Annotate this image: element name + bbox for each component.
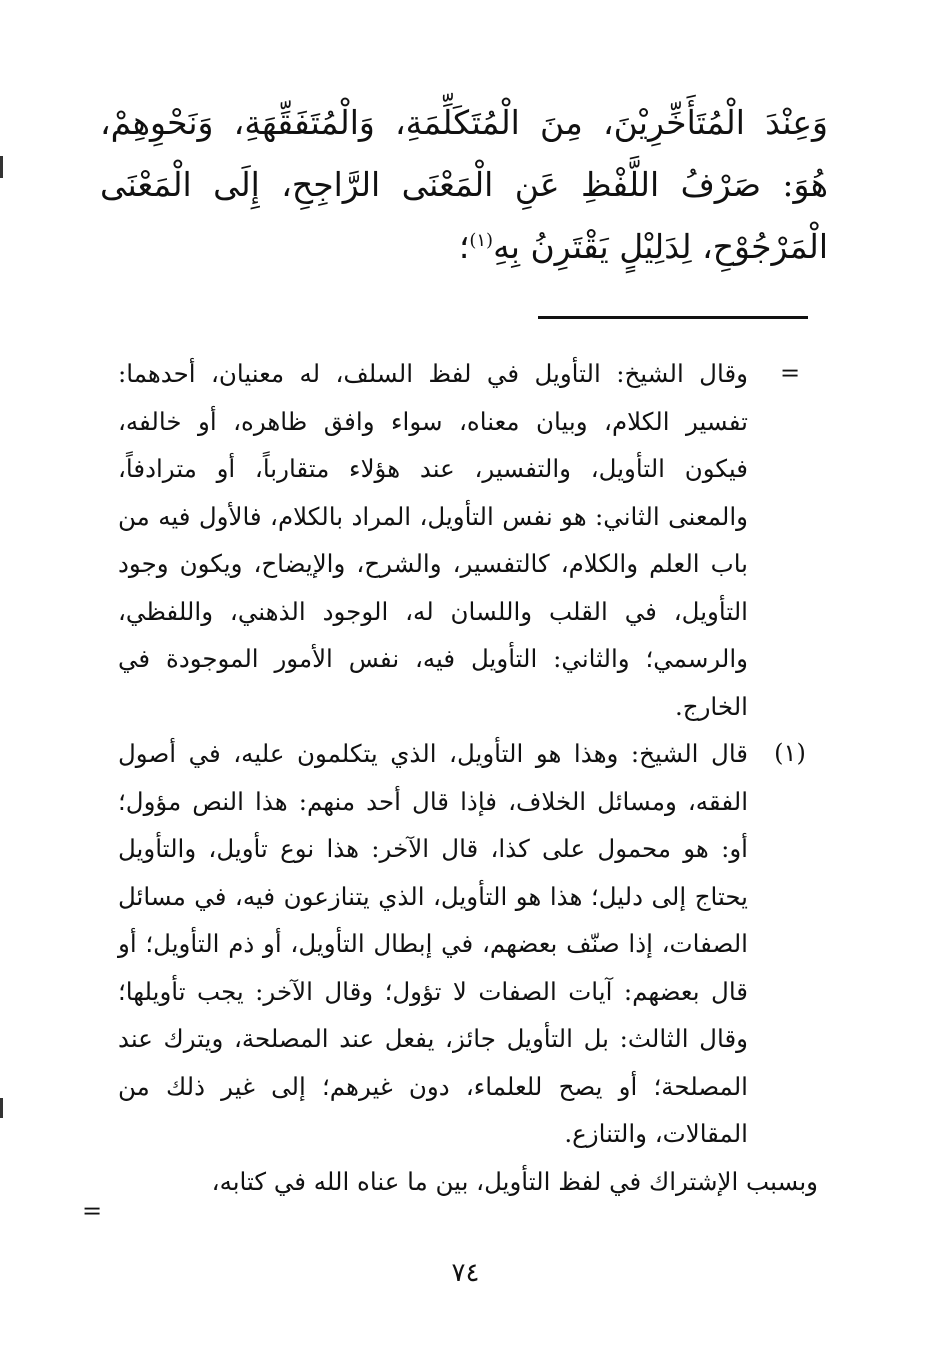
continuation-from-previous-marker: = [779, 359, 801, 387]
footnote-continuation-text: وقال الشيخ: التأويل في لفظ السلف، له معنيان، أحدهما: تفسير الكلام، وبيان معناه، سواء وافق ظاهره، أو خالفه، فيكون التأويل، والتفسير، عند هؤلاء متقارباً، أو مترادفاً، والمعنى الثاني: هو نفس التأويل، المراد بالكلام، فالأول فيه من باب العلم والكلام، كالتفسير، والشرح، والإيضاح، ويكون وجود التأويل، في القلب واللسان له، الوجود الذهني، واللفظي، والرسمي؛ والثاني: التأويل فيه، نفس الأمور الموجودة في الخارج. [118, 359, 748, 721]
footnote-1-paragraph [118, 730, 818, 1158]
page-number: ٧٤ [451, 1258, 480, 1288]
main-text-block [100, 92, 828, 278]
footnote-continued-text: وبسبب الإشتراك في لفظ التأويل، بين ما عناه الله في كتابه، [211, 1166, 818, 1196]
continues-on-next-page-marker: = [82, 1197, 103, 1225]
footnote-continuation-paragraph [118, 350, 818, 730]
footnote-reference-1[interactable]: (١) [469, 230, 494, 251]
scan-edge-mark-top [0, 156, 3, 178]
footnote-continues-line [118, 1158, 818, 1206]
main-text-end-punctuation: ؛ [458, 227, 470, 266]
footnote-1-text: قال الشيخ: وهذا هو التأويل، الذي يتكلمون عليه، في أصول الفقه، ومسائل الخلاف، فإذا قال أحد منهم: هذا النص مؤول؛ أو: هو محمول على كذا، قال الآخر: هذا نوع تأويل، والتأويل يحتاج إلى دليل؛ هذا هو التأويل، الذي يتنازعون فيه، في مسائل الصفات، إذا صنّف بعضهم، في إبطال التأويل، أو ذم التأويل؛ أو قال بعضهم: آيات الصفات لا تؤول؛ وقال الآخر: يجب تأويلها؛ وقال الثالث: بل التأويل جائز، يفعل عند المصلحة، ويترك عند المصلحة؛ أو يصح للعلماء، دون غيرهم؛ إلى غير ذلك من المقالات، والتنازع. [118, 739, 748, 1148]
main-text-body: وَعِنْدَ الْمُتَأَخِّرِيْنَ، مِنَ الْمُتَكَلِّمَةِ، وَالْمُتَفَقِّهَةِ، وَنَحْوِهِمْ، هُوَ: صَرْفُ اللَّفْظِ عَنِ الْمَعْنَى الرَّاجِحِ، إِلَى الْمَعْنَى الْمَرْجُوْحِ، لِدَلِيْلٍ يَقْتَرِنُ بِهِ [100, 103, 828, 266]
scan-edge-mark-bottom [0, 1098, 3, 1118]
footnotes-section [118, 350, 818, 1205]
footnote-separator-line [538, 316, 808, 319]
footnote-1-marker: (١) [774, 739, 806, 767]
